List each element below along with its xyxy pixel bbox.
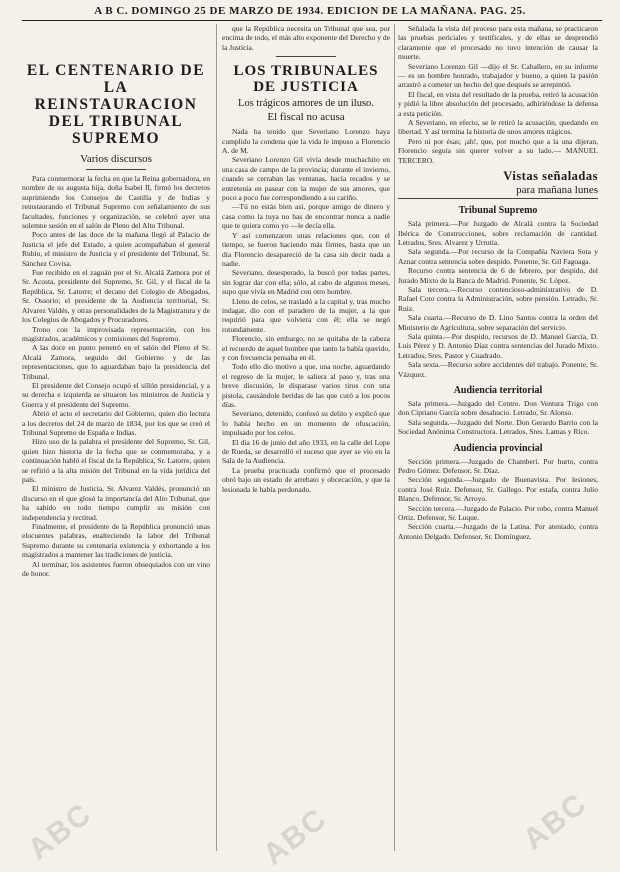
watermark-logo: ABC [257,801,334,872]
header-rule [22,20,602,21]
article-subtitle: Varios discursos [80,153,152,165]
list-item: Sala segunda.—Juzgado del Norte. Don Gerardo Barrio con la Sociedad Anónima Constructora. Letrados, Sres. Lamas y Rico. [398,417,598,437]
court-heading: Tribunal Supremo [458,205,538,217]
divider [276,56,336,57]
paragraph: que la República necesita un Tribunal que sea, por encima de todo, el más alto exponente del Derecho y de la Justicia. [222,24,390,52]
list-item: Sección tercera.—Juzgado de Palacio. Por robo, contra Manuel Ortiz. Defensor, Sr. Luque. [398,503,598,523]
paragraph: El día 16 de junio del año 1933, en la calle del Lope de Rueda, se desarrolló el suceso que ayer se vio en la Sala de la Audiencia. [222,437,390,466]
list-item: Sección primera.—Juzgado de Chamberí. Por hurto, contra Pedro Gómez. Defensor, Sr. Díaz. [398,456,598,476]
paragraph: Al terminar, los asistentes fueron obsequiados con un vino de honor. [22,559,210,579]
paragraph: Todo ello dio motivo a que, una noche, aguardando el regreso de la mujer, le saliera al paso y, tras una breve discusión, le disparase varios tiros con una pistola, causándole heridas de las que curó a los pocos días. [222,362,390,409]
divider [86,169,146,170]
paragraph: Nada ha tenido que Severiano Lorenzo haya cumplido la condena que la vida le impuso a Florencio A. de M. [222,127,390,156]
paragraph: A Severiano, en efecto, se le retiró la acusación, quedando en libertad. Y así termina la historia de unos amores trágicos. [398,118,598,137]
list-item: Recurso contra sentencia de 6 de febrero, por despido, del Jurado Mixto de la Banca de Madrid. Ponente, Sr. López. [398,266,598,285]
paragraph: Lleno de celos, se trasladó a la capital y, tras mucho indagar, dio con el paradero de la mujer, a la que requirió para que volviera con él; ella se negó rotundamente. [222,296,390,334]
section-title: LOS TRIBUNALES DE JUSTICIA [233,63,379,96]
column-divider [394,24,395,851]
article-subhead: El fiscal no acusa [267,111,345,124]
paragraph: —Tú no estás bien así, porque amigo de dinero y casa como la tuya no has de encontrar nunca a nadie que te quiera como yo —le decía ella. [222,202,390,231]
paragraph: Poco antes de las doce de la mañana llegó al Palacio de Justicia el jefe del Estado, a quien acompañaban el general Rubio, el ministro de Justicia y el presidente del Tribunal, Sr. Sánchez Covisa. [22,230,210,268]
paragraph: El fiscal, en vista del resultado de la prueba, retiró la acusación y pidió la libre absolución del procesado, adhiriéndose la defensa a esta petición. [398,89,598,118]
list-item: Sala primera.—Juzgado del Centro. Don Ventura Trigo con don Cipriano García sobre desahucio. Letrado, Sr. Alonso. [398,399,598,418]
paragraph: Fue recibido en el zaguán por el Sr. Alcalá Zamora por el Sr. Acosta, presidente del Supremo, Sr. Gil, y el fiscal de la República, Sr. Latorre; el decano del Colegio de Abogados, Sr. Ossorio; el presidente de la Audiencia territorial, Sr. Alvarez Valdés, y otras personalidades de la Magistratura y de los Colegios de Abogados y Procuradores. [22,268,210,325]
paragraph: A las doce en punto penetró en el salón del Pleno el Sr. Alcalá Zamora, seguido del Gobierno y de las representaciones, que lo aguardaban bajo la presidencia del Tribunal. [22,343,210,381]
list-item: Sección cuarta.—Juzgado de la Latina. Por atentado, contra Antonio Delgado. Defensor, Sr. Domínguez. [398,522,598,541]
paragraph: Para conmemorar la fecha en que la Reina gobernadora, en nombre de su augusta hija, doña Isabel II, firmó los decretos suprimiendo los Consejos de Castilla y de Indias y reinstaurando el Tribunal Supremo con señalamiento de sus facultades, funciones y organización, se celebró ayer una solemne sesión en el salón de Pleno del Alto Tribunal. [22,174,210,231]
paragraph: Hizo uso de la palabra el presidente del Supremo, Sr. Gil, quien hizo historia de la fecha que se conmemoraba, y a continuación habló el fiscal de la República, Sr. Latorre, quien se refirió a la alta misión del Tribunal en la vida jurídica del país. [22,437,210,484]
watermark-logo: ABC [22,796,99,867]
list-item: Sección segunda.—Juzgado de Buenavista. Por lesiones, contra José Ruiz. Defensor, Sr. Gallego. Por estafa, contra Julio Blanco. Defensor, Sr. Arroyo. [398,475,598,504]
paragraph: El ministro de Justicia, Sr. Alvarez Valdés, pronunció un discurso en el que glosó la importancia del Alto Tribunal, que ha sabido en todo tiempo cumplir su misión con independencia y rectitud. [22,484,210,522]
paragraph: Severiano Lorenzo Gil vivía desde muchachito en una casa de campo de la provincia; durante el invierno, cuando se cerraban las ventanas, hacía recados y se entretenía en pasear con la mujer de sus amores, que poco a poco fue correspondiendo a su cariño. [222,155,390,203]
list-item: Sala tercera.—Recurso contencioso-administrativo de D. Rafael Coto contra la Administración, sobre pensión. Letrado, Sr. Ruiz. [398,284,598,313]
paragraph: Trono con la improvisada representación, con los magistrados, académicos y comisiones del Supremo. [22,324,210,343]
section-title: Vistas señaladas [503,169,598,184]
paragraph: Florencio, sin embargo, no se quitaba de la cabeza el recuerdo de aquel hombre que tanto la había querido, y con frecuencia pensaba en él. [222,334,390,362]
list-item: Sala cuarta.—Recurso de D. Lino Santos contra la orden del Ministerio de Agricultura, sobre separación del servicio. [398,313,598,332]
column-1 [22,24,210,855]
list-item: Sala primera.—Por Juzgado de Alcalá contra la Sociedad Ibérica de Construcciones, sobre reclamación de cantidad. Letrados, Sres. Alvarez y Urrutia. [398,219,598,247]
paragraph: Severiano, detenido, confesó su delito y explicó que lo había hecho en un momento de ofuscación, impulsado por los celos. [222,409,390,438]
paragraph: Y así comenzaron unas relaciones que, con el tiempo, se fueron haciendo más firmes, hasta que un día Florencio desapareció de la casa sin decir nada a nadie. [222,230,390,268]
watermark-logo: ABC [517,786,594,857]
court-heading: Audiencia territorial [453,385,543,396]
list-item: Sala segunda.—Por recurso de la Compañía Naviera Sota y Aznar contra sentencia sobre despido. Ponente, Sr. Gil Fagoaga. [398,247,598,266]
court-heading: Audiencia provincial [453,442,543,454]
page-header: A B C. DOMINGO 25 DE MARZO DE 1934. EDICION DE LA MAÑANA. PAG. 25. [94,5,526,17]
paragraph: La prueba practicada confirmó que el procesado obró bajo un estado de arrebato y obcecación, y que la lesionada le había perdonado. [222,465,390,494]
section-subtitle: para mañana lunes [398,184,598,199]
article-title: EL CENTENARIO DE LA REINSTAURACION DEL TRIBUNAL SUPREMO [26,62,206,147]
paragraph: Severiano Lorenzo Gil —dijo el Sr. Caballero, en su informe— es un hombre honrado, trabajador y bueno, a quien la pasión arrastró a cometer un hecho del que después se arrepintió. [398,61,598,90]
paragraph: Señalada la vista del proceso para esta mañana, se practicaron las pruebas periciales y testificales, y de ellas se desprendió claramente que el procesado no tuvo intención de causar la muerte. [398,24,598,62]
paragraph: Severiano, desesperado, la buscó por todas partes, sin lograr dar con ella; sólo, al cabo de algunos meses, supo que vivía en Madrid con otro hombre. [222,268,390,297]
paragraph: Pero ni por ésas; ¡ah!, que, por mucho que a la una dijeran, Florencio seguía sin querer volver a su lado.— MANUEL TERCERO. [398,136,598,165]
list-item: Sala sexta.—Recurso sobre accidentes del trabajo. Ponente, Sr. Vázquez. [398,360,598,379]
paragraph: Finalmente, el presidente de la República pronunció unas elocuentes palabras, enalteciendo la labor del Tribunal Supremo durante su centenaria existencia y exhortando a los magistrados a mantener las tradiciones de justicia. [22,522,210,560]
paragraph: Abrió el acto el secretario del Gobierno, quien dio lectura a los decretos del 24 de marzo de 1834, por los que se creó el Tribunal Supremo de España e Indias. [22,409,210,437]
article-kicker: Los trágicos amores de un iluso. [238,98,374,110]
column-3 [398,24,598,855]
column-2 [222,24,390,855]
column-divider [216,24,217,851]
list-item: Sala quinta.—Por despido, recursos de D. Manuel García, D. Luis Pérez y D. Antonio Díaz contra sentencias del Jurado Mixto. Letrados, Sres. Pastor y Cuadrado. [398,331,598,360]
paragraph: El presidente del Consejo ocupó el sillón presidencial, y a su derecha e izquierda se situaron los ministros de Justicia y Guerra y el presidente del Supremo. [22,380,210,409]
